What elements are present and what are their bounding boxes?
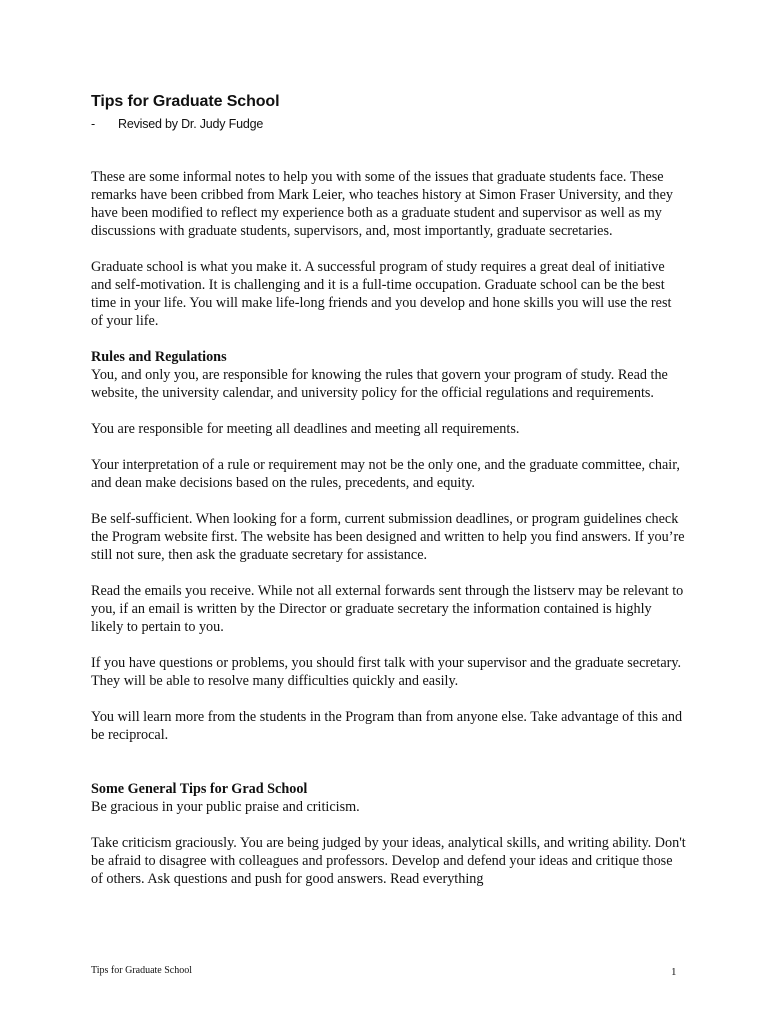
rules-paragraph-2: You are responsible for meeting all deadlines and meeting all requirements. xyxy=(91,421,520,437)
rules-heading: Rules and Regulations xyxy=(91,349,227,365)
document-body xyxy=(91,168,686,906)
section-spacer xyxy=(91,762,686,780)
intro-paragraph: These are some informal notes to help you with some of the issues that graduate students face. These remarks have been cribbed from Mark Leier, who teaches history at Simon Fraser University, and they have been modified to reflect my experience both as a graduate student and supervisor as well as my discussions with graduate students, supervisors, and, most importantly, graduate secretaries. xyxy=(91,169,673,239)
rules-paragraph-6: If you have questions or problems, you should first talk with your supervisor and the graduate secretary. They will be able to resolve many difficulties quickly and easily. xyxy=(91,655,682,689)
document-subtitle xyxy=(91,116,263,132)
rules-paragraph-1: You, and only you, are responsible for knowing the rules that govern your program of study. Read the website, the university calendar, and university policy for the official regulations and requirements. xyxy=(91,367,668,401)
rules-paragraph-4: Be self-sufficient. When looking for a form, current submission deadlines, or program guidelines check the Program website first. The website has been designed and written to help you find answers. If you’re still not sure, then ask the graduate secretary for assistance. xyxy=(91,511,685,563)
subtitle-bullet: - xyxy=(91,117,95,131)
rules-paragraph-5: Read the emails you receive. While not all external forwards sent through the listserv may be relevant to you, if an email is written by the Director or graduate secretary the information contained is highly likely to pertain to you. xyxy=(91,583,684,635)
tips-paragraph-1: Be gracious in your public praise and criticism. xyxy=(91,799,360,815)
tips-heading: Some General Tips for Grad School xyxy=(91,781,308,797)
tips-paragraph-2: Take criticism graciously. You are being judged by your ideas, analytical skills, and writing ability. Don't be afraid to disagree with colleagues and professors. Develop and defend your ideas and critique those of others. Ask questions and push for good answers. Read everything xyxy=(91,835,686,887)
make-it-paragraph: Graduate school is what you make it. A successful program of study requires a great deal of initiative and self-motivation. It is challenging and it is a full-time occupation. Graduate school can be the best time in your life. You will make life-long friends and you develop and hone skills you will use the rest of your life. xyxy=(91,259,672,329)
rules-paragraph-3: Your interpretation of a rule or requirement may not be the only one, and the graduate committee, chair, and dean make decisions based on the rules, precedents, and equity. xyxy=(91,457,680,491)
footer-page-number: 1 xyxy=(671,966,677,978)
subtitle-text: Revised by Dr. Judy Fudge xyxy=(118,117,264,131)
footer-running-title: Tips for Graduate School xyxy=(91,965,193,976)
document-title: Tips for Graduate School xyxy=(91,93,280,110)
rules-paragraph-7: You will learn more from the students in the Program than from anyone else. Take advantage of this and be reciprocal. xyxy=(91,709,683,743)
